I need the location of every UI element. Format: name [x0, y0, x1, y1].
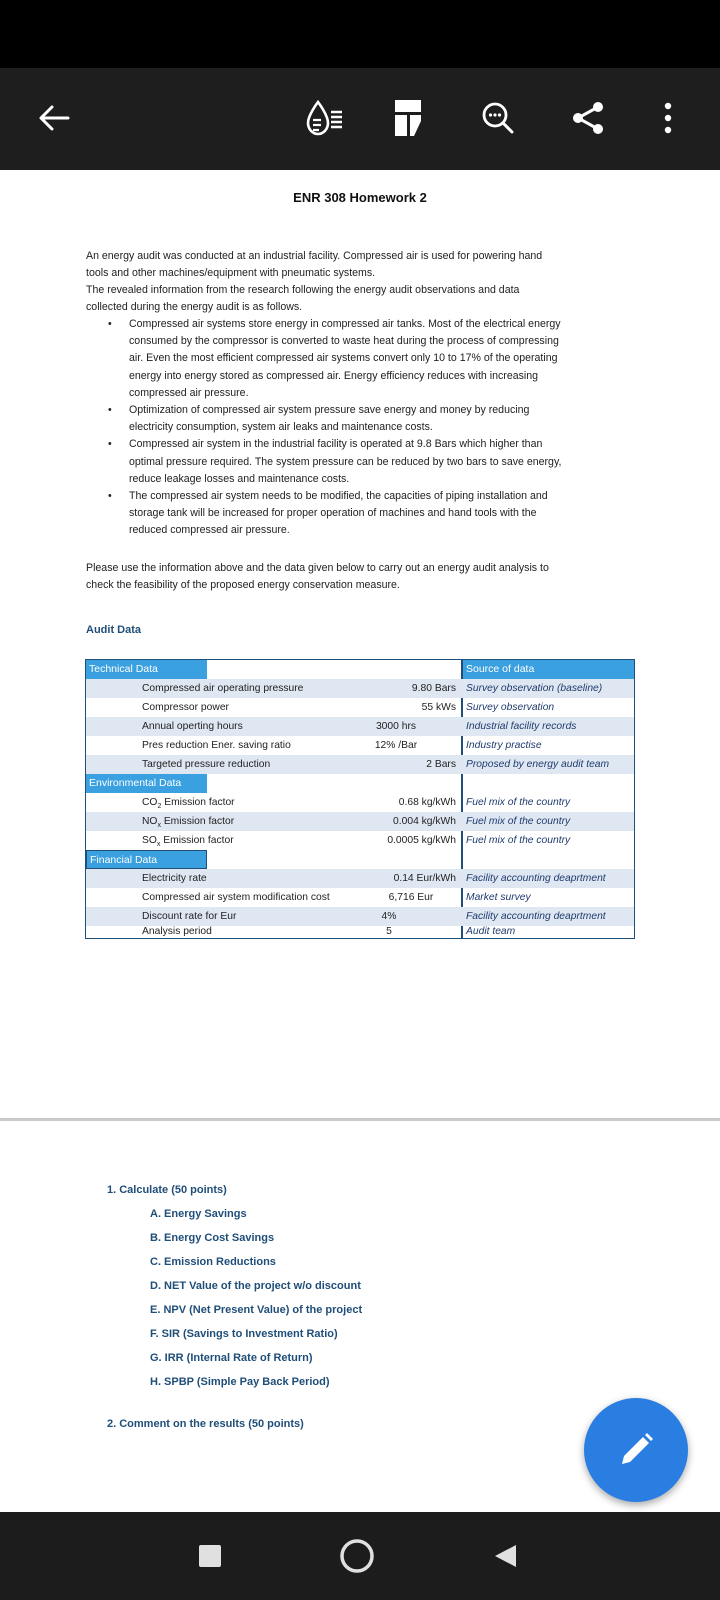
question-item: G. IRR (Internal Rate of Return): [150, 1352, 313, 1364]
environmental-data-header: Environmental Data: [86, 774, 207, 793]
question-item: D. NET Value of the project w/o discount: [150, 1280, 361, 1292]
table-row: Discount rate for Eur 4% Facility accounting deaprtment: [86, 907, 634, 926]
question-item: A. Energy Savings: [150, 1208, 247, 1220]
table-row: $CO_2$ Emission factor 0.68 kg/kWh Fuel mix of the country: [142, 797, 571, 811]
table-row: Electricity rate 0.14 Eur/kWh Facility accounting deaprtment: [86, 869, 634, 888]
table-row: Pres reduction Ener. saving ratio 12% /Bar Industry practise: [142, 740, 542, 751]
reading-mode-icon: [302, 96, 346, 140]
table-row: Compressed air system modification cost 6,716 Eur Market survey: [142, 892, 531, 903]
question-1: 1. Calculate (50 points): [107, 1184, 227, 1196]
status-bar: [0, 0, 720, 68]
back-button[interactable]: [28, 92, 80, 144]
bullet-item: • Compressed air system in the industrial facility is operated at 9.8 Bars which higher than optimal pressure required. The system pressure can be reduced by two bars to save energy, reduce leakage losses and maintenance costs.: [108, 438, 562, 485]
intro-paragraph: An energy audit was conducted at an industrial facility. Compressed air is used for powering hand tools and other machines/equipment with pneumatic systems. The revealed information from the research following the energy audit observations and data collected during the energy audit is as follows.: [86, 250, 543, 313]
table-row: Annual operting hours 3000 hrs Industrial facility records: [86, 717, 634, 736]
home-button[interactable]: [339, 1538, 375, 1574]
document-page-1: [0, 170, 720, 1120]
question-2: 2. Comment on the results (50 points): [107, 1418, 304, 1430]
more-options-icon: [658, 98, 678, 138]
bullet-item: • The compressed air system needs to be modified, the capacities of piping installation and storage tank will be increased for proper operation of machines and hand tools with the reduced compressed air pressure.: [108, 490, 548, 537]
edit-button[interactable]: [584, 1398, 688, 1502]
table-row: Compressor power 55 kWs Survey observation: [142, 702, 555, 713]
question-item: E. NPV (Net Present Value) of the project: [150, 1304, 363, 1316]
source-of-data-header: Source of data: [463, 660, 634, 679]
document-title: ENR 308 Homework 2: [293, 190, 427, 205]
edit-pencil-icon: [616, 1430, 656, 1470]
table-row: $NO_x$ Emission factor 0.004 kg/kWh Fuel mix of the country: [86, 812, 634, 831]
table-row: Analysis period 5 Audit team: [142, 926, 516, 937]
question-item: F. SIR (Savings to Investment Ratio): [150, 1328, 338, 1340]
page-layout-button[interactable]: [382, 92, 434, 144]
reading-mode-button[interactable]: [298, 92, 350, 144]
recents-button[interactable]: [198, 1544, 222, 1568]
system-nav-bar: [0, 1512, 720, 1600]
observation-bullets: [108, 316, 628, 540]
bullet-item: • Compressed air systems store energy in compressed air tanks. Most of the electrical energy consumed by the compressor is converted to waste heat during the process of compressing air. Even the most efficient compressed air systems convert only 10 to 17% of the operating energy into energy stored as compressed air. Energy efficiency reduces with increasing compressed air pressure.: [108, 318, 561, 399]
search-icon: [478, 98, 518, 138]
question-item: C. Emission Reductions: [150, 1256, 276, 1268]
share-button[interactable]: [562, 92, 614, 144]
instructions-paragraph: Please use the information above and the data given below to carry out an energy audit analysis to check the feasibility of the proposed energy conservation measure.: [86, 562, 549, 591]
audit-data-heading: Audit Data: [86, 624, 141, 636]
back-nav-button[interactable]: [492, 1542, 520, 1570]
page-layout-icon: [388, 96, 428, 140]
recents-icon: [198, 1544, 222, 1568]
table-row: $SO_x$ Emission factor 0.0005 kg/kWh Fuel mix of the country: [142, 835, 571, 849]
question-item: H. SPBP (Simple Pay Back Period): [150, 1376, 330, 1388]
question-item: B. Energy Cost Savings: [150, 1232, 275, 1244]
table-row: Compressed air operating pressure 9.80 Bars Survey observation (baseline): [86, 679, 634, 698]
top-toolbar: [0, 68, 720, 170]
more-options-button[interactable]: [642, 92, 694, 144]
home-icon: [339, 1538, 375, 1574]
technical-data-header: Technical Data: [86, 660, 207, 679]
share-icon: [568, 98, 608, 138]
triangle-back-icon: [492, 1542, 520, 1570]
audit-data-table: [85, 659, 635, 939]
bullet-item: • Optimization of compressed air system pressure save energy and money by reducing electricity consumption, system air leaks and maintenance costs.: [108, 404, 530, 434]
back-arrow-icon: [34, 98, 74, 138]
table-row: Targeted pressure reduction 2 Bars Proposed by energy audit team: [86, 755, 634, 774]
search-button[interactable]: [472, 92, 524, 144]
financial-data-header: Financial Data: [86, 850, 207, 869]
